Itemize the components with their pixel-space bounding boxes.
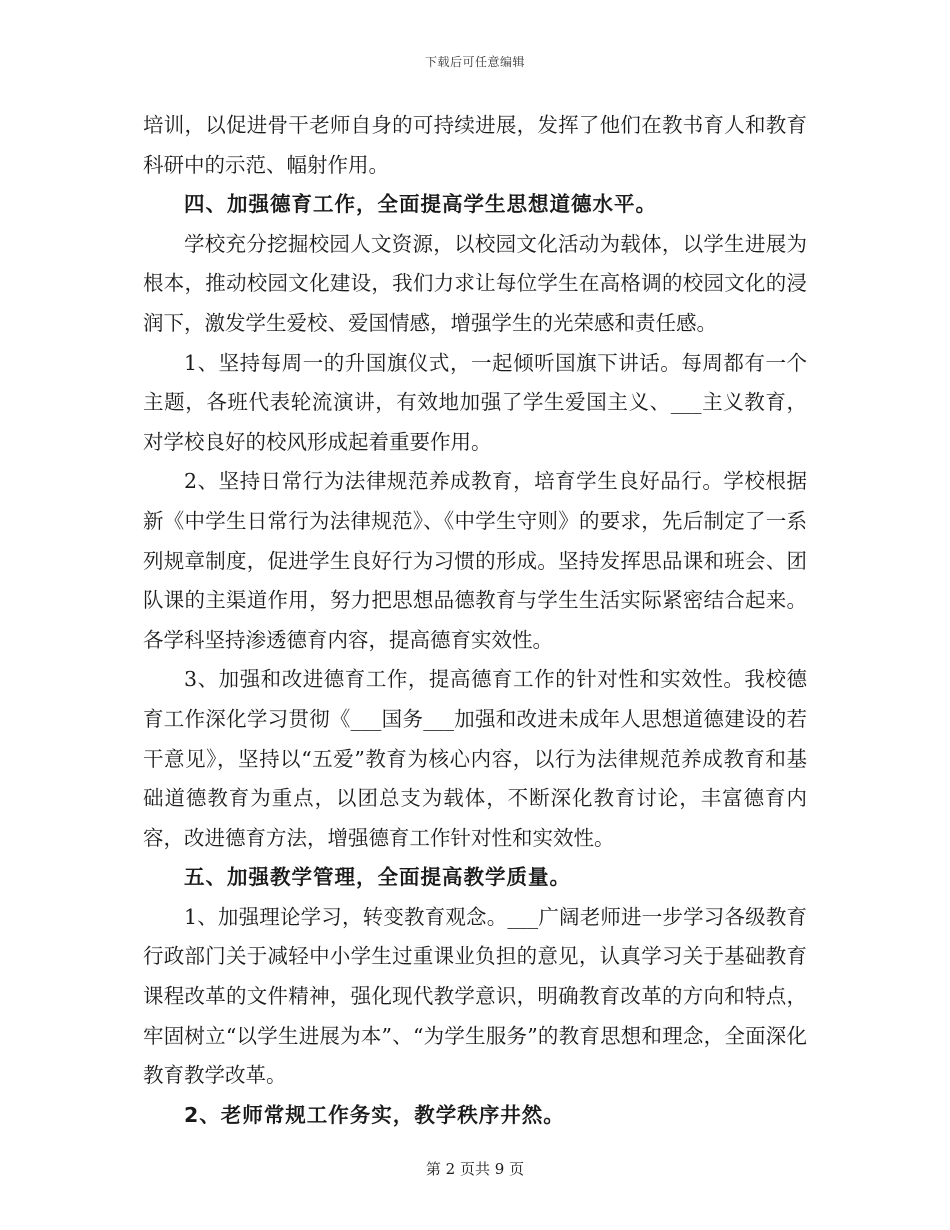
paragraph: 1、加强理论学习，转变教育观念。___广阔老师进一步学习各级教育行政部门关于减轻中小学生过重课业负担的意见，认真学习关于基础教育课程改革的文件精神，强化现代教学意识，明确教育改革的方向和特点，牢固树立“以学生进展为本”、“为学生服务”的教育思想和理念，全面深化教育教学改革。 — [143, 904, 807, 1088]
paragraph: 学校充分挖掘校园人文资源，以校园文化活动为载体，以学生进展为根本，推动校园文化建设，我们力求让每位学生在高格调的校园文化的浸润下，激发学生爱校、爱国情感，增强学生的光荣感和责任感。 — [143, 231, 807, 335]
section-heading-moral-education: 四、加强德育工作，全面提高学生思想道德水平。 — [184, 192, 657, 217]
section-heading-teaching-management: 五、加强教学管理，全面提高教学质量。 — [184, 865, 571, 890]
paragraph-continuation: 培训，以促进骨干老师自身的可持续进展，发挥了他们在教书育人和教育科研中的示范、幅射作用。 — [143, 113, 807, 177]
paragraph: 3、加强和改进德育工作，提高德育工作的针对性和实效性。我校德育工作深化学习贯彻《___国务___加强和改进未成年人思想道德建设的若干意见》，坚持以“五爱”教育为核心内容，以行为法律规范养成教育和基础道德教育为重点，以团总支为载体，不断深化教育讨论，丰富德育内容，改进德育方法，增强德育工作针对性和实效性。 — [143, 667, 807, 850]
subsection-heading: 2、老师常规工作务实，教学秩序井然。 — [184, 1102, 565, 1127]
page-header: 下载后可任意编辑 — [424, 55, 525, 69]
paragraph: 2、坚持日常行为法律规范养成教育，培育学生良好品行。学校根据新《中学生日常行为法律规范》、《中学生守则》的要求，先后制定了一系列规章制度，促进学生良好行为习惯的形成。坚持发挥思品课和班会、团队课的主渠道作用，努力把思想品德教育与学生生活实际紧密结合起来。各学科坚持渗透德育内容，提高德育实效性。 — [143, 469, 807, 652]
document-body — [143, 106, 807, 1135]
paragraph: 1、坚持每周一的升国旗仪式，一起倾听国旗下讲话。每周都有一个主题，各班代表轮流演讲，有效地加强了学生爱国主义、___主义教育，对学校良好的校风形成起着重要作用。 — [143, 350, 807, 454]
page-number: 第 2 页共 9 页 — [425, 1160, 525, 1178]
